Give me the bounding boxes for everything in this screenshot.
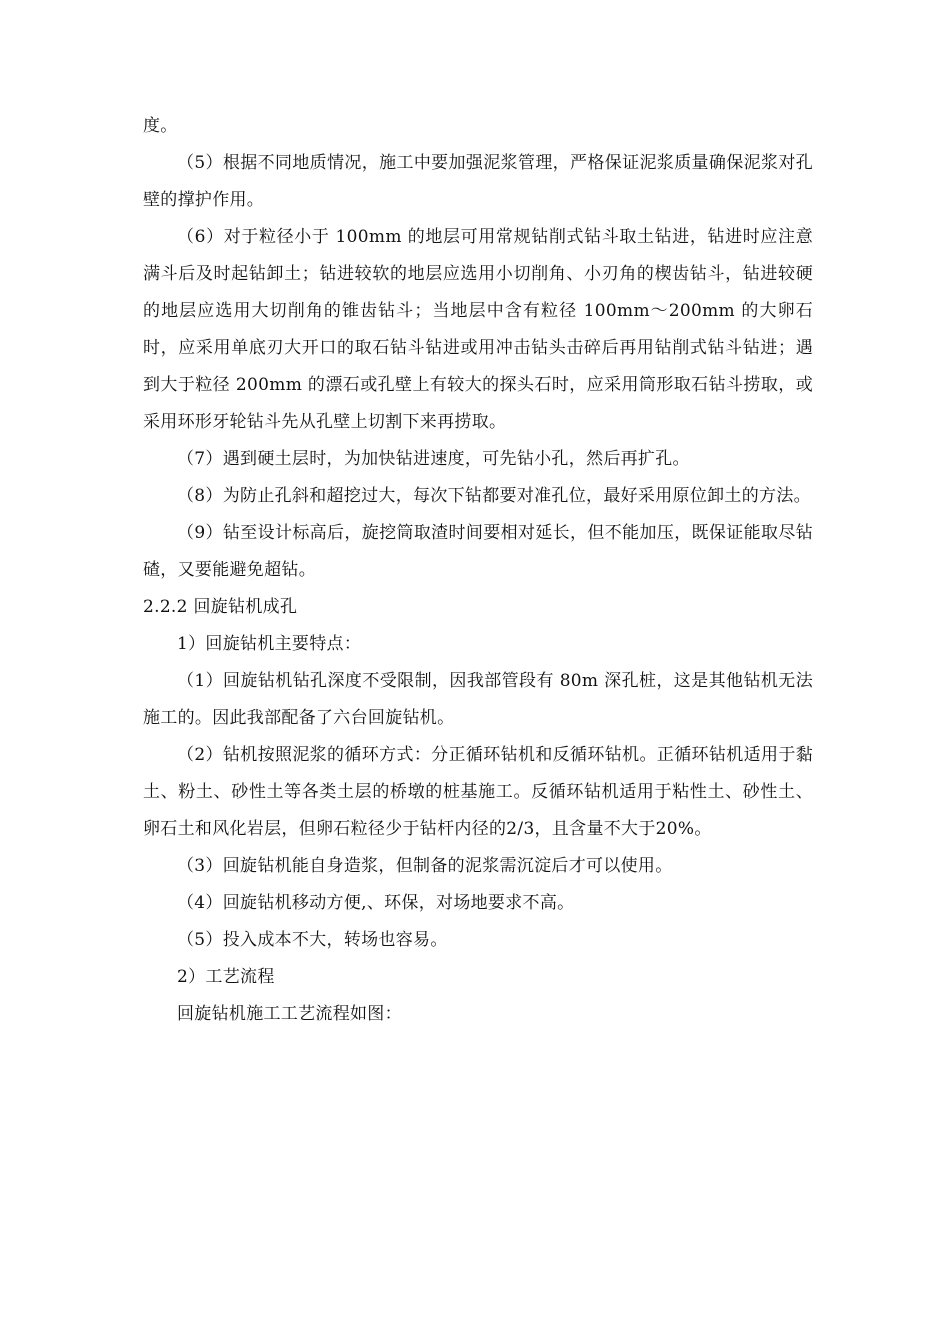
paragraph-item-9-design-elevation: （9）钻至设计标高后，旋挖筒取渣时间要相对延长，但不能加压，既保证能取尽钻碴，又要能避免超钻。	[143, 523, 813, 580]
paragraph-feature-2: （2）钻机按照泥浆的循环方式：分正循环钻机和反循环钻机。正循环钻机适用于黏土、粉土、砂性土等各类土层的桥墩的桩基施工。反循环钻机适用于粘性土、砂性土、卵石土和风化岩层，但卵石粒径少于钻杆内径的2/3，且含量不大于20%。	[143, 745, 813, 839]
paragraph-feature-5: （5）投入成本不大，转场也容易。	[177, 930, 448, 950]
subheading-process: 2）工艺流程	[177, 967, 275, 987]
paragraph-feature-4: （4）回旋钻机移动方便,、环保，对场地要求不高。	[177, 893, 575, 913]
paragraph-item-8-alignment: （8）为防止孔斜和超挖过大，每次下钻都要对准孔位，最好采用原位卸土的方法。	[177, 486, 811, 506]
paragraph-continuation: 度。	[143, 116, 178, 136]
paragraph-item-6-drilling: （6）对于粒径小于 100mm 的地层可用常规钻削式钻斗取土钻进，钻进时应注意满斗后及时起钻卸土；钻进较软的地层应选用小切削角、小刃角的楔齿钻斗，钻进较硬的地层应选用大切削角的锥齿钻斗；当地层中含有粒径 100mm～200mm 的大卵石时，应采用单底刃大开口的取石钻斗钻进或用冲击钻头击碎后再用钻削式钻斗钻进；遇到大于粒径 200mm 的漂石或孔壁上有较大的探头石时，应采用筒形取石钻斗捞取，或采用环形牙轮钻斗先从孔壁上切割下来再捞取。	[143, 227, 813, 432]
document-body	[143, 108, 813, 1033]
subheading-features: 1）回旋钻机主要特点：	[177, 634, 362, 654]
paragraph-feature-3: （3）回旋钻机能自身造浆，但制备的泥浆需沉淀后才可以使用。	[177, 856, 673, 876]
paragraph-item-7-hard-soil: （7）遇到硬土层时，为加快钻进速度，可先钻小孔，然后再扩孔。	[177, 449, 690, 469]
paragraph-feature-1: （1）回旋钻机钻孔深度不受限制，因我部管段有 80m 深孔桩，这是其他钻机无法施工的。因此我部配备了六台回旋钻机。	[143, 671, 813, 728]
section-heading: 2.2.2 回旋钻机成孔	[143, 597, 298, 617]
paragraph-process-intro: 回旋钻机施工工艺流程如图：	[177, 1004, 402, 1024]
paragraph-item-5-mud: （5）根据不同地质情况，施工中要加强泥浆管理，严格保证泥浆质量确保泥浆对孔壁的撑护作用。	[143, 153, 813, 210]
